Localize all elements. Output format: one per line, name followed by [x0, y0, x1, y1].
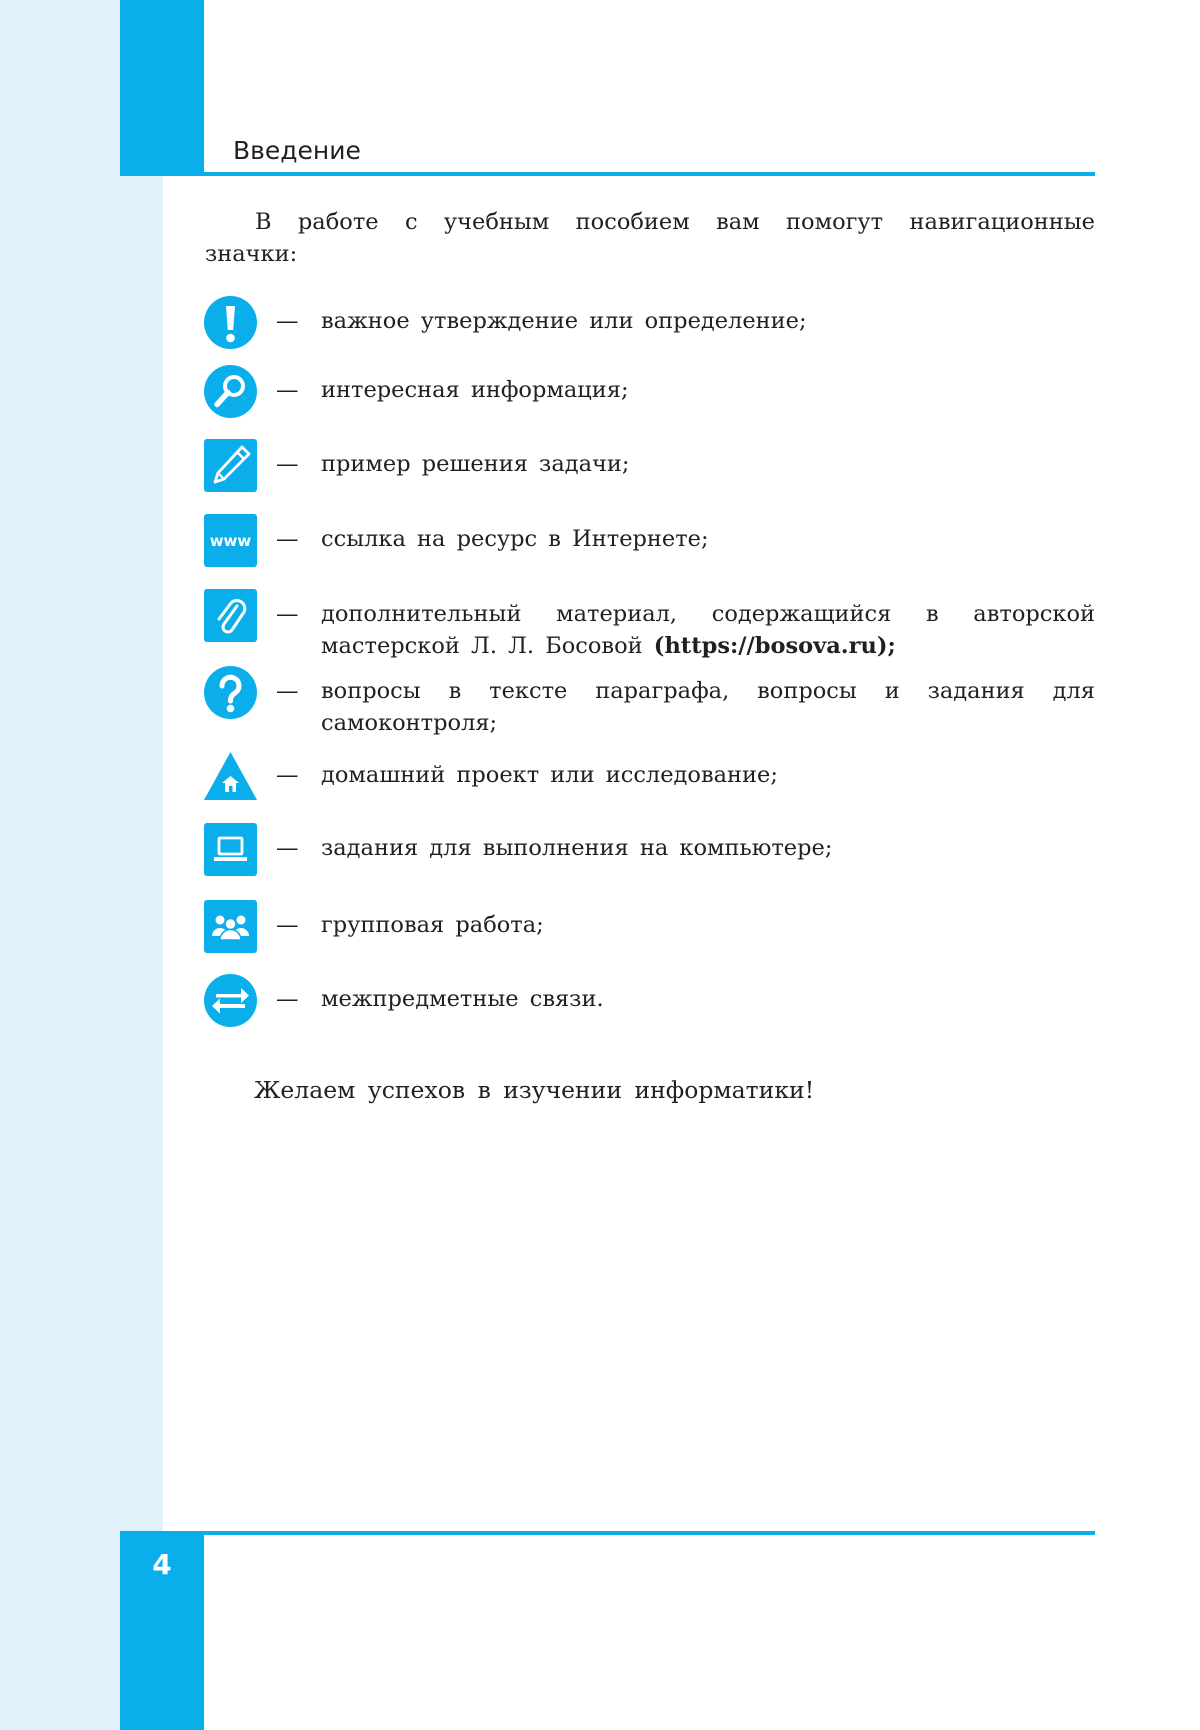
legend-item-computer-tasks: — задания для выполнения на компьютере; [204, 823, 1095, 879]
page-margin-strip [0, 0, 163, 1730]
paperclip-icon [204, 589, 257, 642]
intro-paragraph: В работе с учебным пособием вам помогут навигационные значки: [205, 209, 1095, 267]
legend-item-group-work: — групповая работа; [204, 900, 1095, 956]
legend-item-home-project: — домашний проект или исследование; [204, 750, 1095, 806]
legend-item-text: дополнительный материал, содержащийся в авторской мастерской Л. Л. Босовой [321, 601, 1095, 659]
legend-item-extra-material: — дополнительный материал, содержащийся в авторской мастерской Л. Л. Босовой (https://bosova.ru); [204, 589, 1095, 669]
header-accent-bar [120, 0, 204, 176]
legend-item-text: ссылка на ресурс в Интернете; [321, 526, 709, 552]
exclamation-icon [204, 296, 257, 349]
legend-item-text: домашний проект или исследование; [321, 762, 778, 788]
legend-item-text: важное утверждение или определение; [321, 308, 807, 334]
legend-item-cross-subject: — межпредметные связи. [204, 974, 1095, 1030]
house-triangle-icon [204, 750, 257, 803]
header-rule [120, 172, 1095, 176]
legend-item-text: пример решения задачи; [321, 451, 630, 477]
legend-item-text: интересная информация; [321, 377, 629, 403]
arrows-exchange-icon [204, 974, 257, 1027]
legend-item-interesting: — интересная информация; [204, 365, 1095, 421]
legend-item-text: задания для выполнения на компьютере; [321, 835, 833, 861]
legend-item-questions: — вопросы в тексте параграфа, вопросы и задания для самоконтроля; [204, 666, 1095, 746]
www-icon [204, 514, 257, 567]
magnifier-icon [204, 365, 257, 418]
closing-wish: Желаем успехов в изучении информатики! [254, 1076, 815, 1104]
bosova-link[interactable]: (https://bosova.ru); [653, 633, 896, 659]
legend-item-text: групповая работа; [321, 912, 544, 938]
svg-text:www: www [209, 532, 252, 550]
page-number: 4 [152, 1548, 172, 1581]
legend-item-web-link: www — ссылка на ресурс в Интернете; [204, 514, 1095, 570]
legend-item-important: — важное утверждение или определение; [204, 296, 1095, 352]
question-icon [204, 666, 257, 719]
laptop-icon [204, 823, 257, 876]
footer-rule [120, 1531, 1095, 1535]
legend-item-example: — пример решения задачи; [204, 439, 1095, 495]
pencil-icon [204, 439, 257, 492]
legend-item-text: вопросы в тексте параграфа, вопросы и задания для самоконтроля; [321, 678, 1095, 736]
group-icon [204, 900, 257, 953]
chapter-title: Введение [233, 136, 361, 165]
legend-item-text: межпредметные связи. [321, 986, 604, 1012]
